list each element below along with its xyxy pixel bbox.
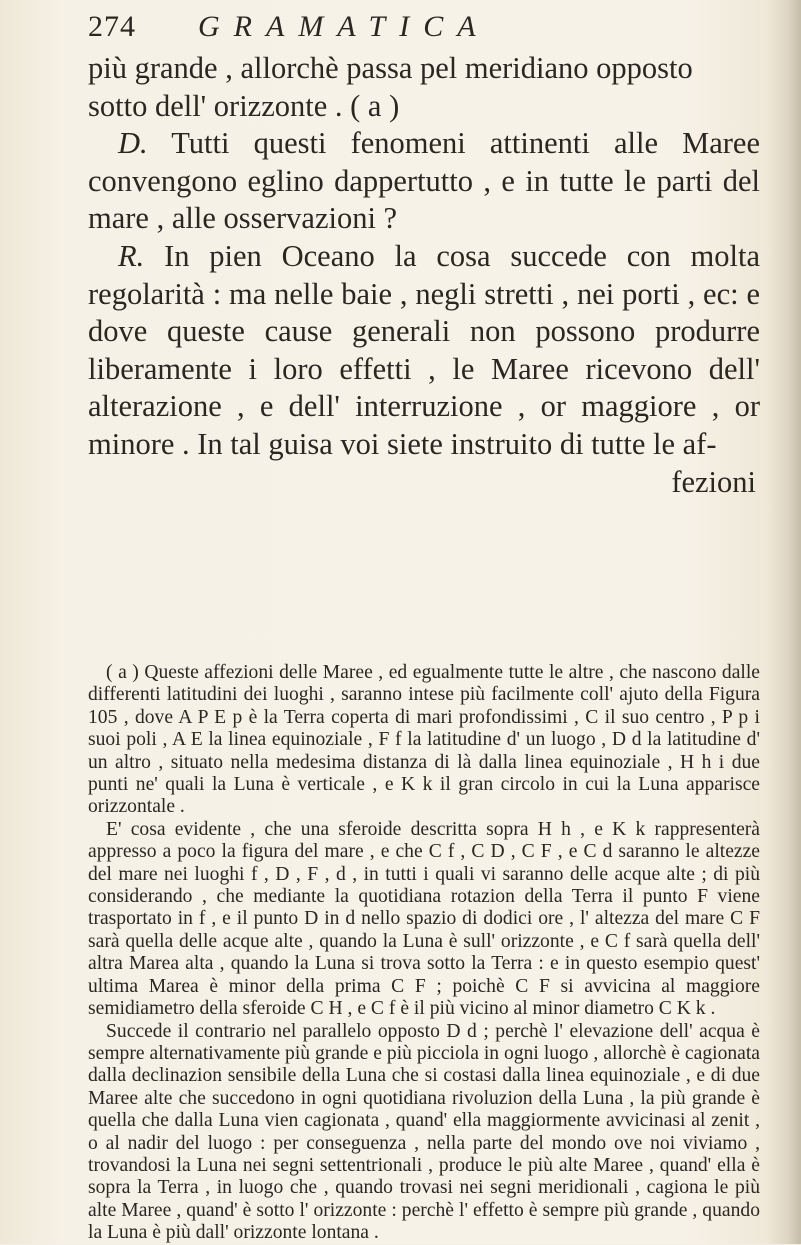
catchword: fezioni <box>671 464 756 499</box>
running-head: GRAMATICA <box>198 10 490 43</box>
answer-paragraph <box>88 238 760 464</box>
main-text <box>88 50 760 501</box>
question-text: Tutti questi fenomeni attinenti alle Maree convengono eglino dappertutto , e in tutte le parti del mare , alle osservazioni ? <box>88 126 760 236</box>
answer-text: In pien Oceano la cosa succede con molta regolarità : ma nelle baie , negli stretti , nei porti , ec: e dove queste cause generali non possono produrre liberamente i loro effetti , le Maree ricevono dell' alterazione , e dell' interruzione , or maggiore , or minore . In tal guisa voi siete instruito di tutte le af- <box>88 238 761 461</box>
question-paragraph <box>88 125 760 238</box>
main-line-2: sotto dell' orizzonte . ( a ) <box>88 88 400 123</box>
page-header <box>88 10 768 50</box>
main-line-1: più grande , allorchè passa pel meridiano opposto <box>88 51 693 85</box>
footnote-paragraph-2: E' cosa evidente , che una sferoide descritta sopra H h , e K k rappresenterà appresso a poco la figura del mare , e che C f , C D , C F , e C d saranno le altezze del mare nei luoghi f , D , F , d , in tutti i quali vi saranno delle acque alte ; di più considerando , che mediante la quotidiana rotazion della Terra il punto F viene trasportato in f , e il punto D in d nello spazio di dodici ore , l' altezza del mare C F sarà quella delle acque alte , quando la Luna è sull' orizzonte , e C f sarà quella dell' altra Marea alta , quando la Luna si trova sotto la Terra : e in questo esempio quest' ultima Marea è minor della prima C F ; poichè C F si avvicina al maggiore semidiametro della sferoide C H , e C f è il più vicino al minor diametro C K k . <box>88 818 760 1020</box>
page-number: 274 <box>88 10 136 43</box>
footnote <box>88 662 760 1245</box>
page-edge-shadow <box>767 0 801 1244</box>
answer-speaker: R. <box>118 238 145 273</box>
footnote-paragraph-1: ( a ) Queste affezioni delle Maree , ed egualmente tutte le altre , che nascono dalle differenti latitudini dei luoghi , saranno intese più facilmente coll' ajuto della Figura 105 , dove A P E p è la Terra coperta di mari profondissimi , C il suo centro , P p i suoi poli , A E la linea equinoziale , F f la latitudine d' un luogo , D d la latitudine d' un altro , situato nella medesima distanza di là dalla linea equinoziale , H h i due punti ne' quali la Luna è verticale , e K k il gran circolo in cui la Luna apparisce orizzontale . <box>88 662 760 818</box>
question-speaker: D. <box>118 126 148 161</box>
footnote-paragraph-3: Succede il contrario nel parallelo opposto D d ; perchè l' elevazione dell' acqua è sempre alternativamente più grande e più picciola in ogni luogo , allorchè è cagionata dalla declinazion sensibile della Luna che si costasi dalla linea equinoziale , e di due Maree alte che succedono in ogni quotidiana rivoluzion della Luna , la più grande è quella che dalla Luna vien cagionata , quand' ella maggiormente avvicinasi al zenit , o al nadir del luogo : per conseguenza , nella parte del mondo ove noi viviamo , trovandosi la Luna nei segni settentrionali , produce le più alte Maree , quand' ella è sopra la Terra , in luogo che , quando trovasi nei segni meridionali , cagiona le più alte Maree , quand' è sotto l' orizzonte : perchè l' effetto è sempre più grande , quando la Luna è più dall' orizzonte lontana . <box>88 1020 760 1244</box>
